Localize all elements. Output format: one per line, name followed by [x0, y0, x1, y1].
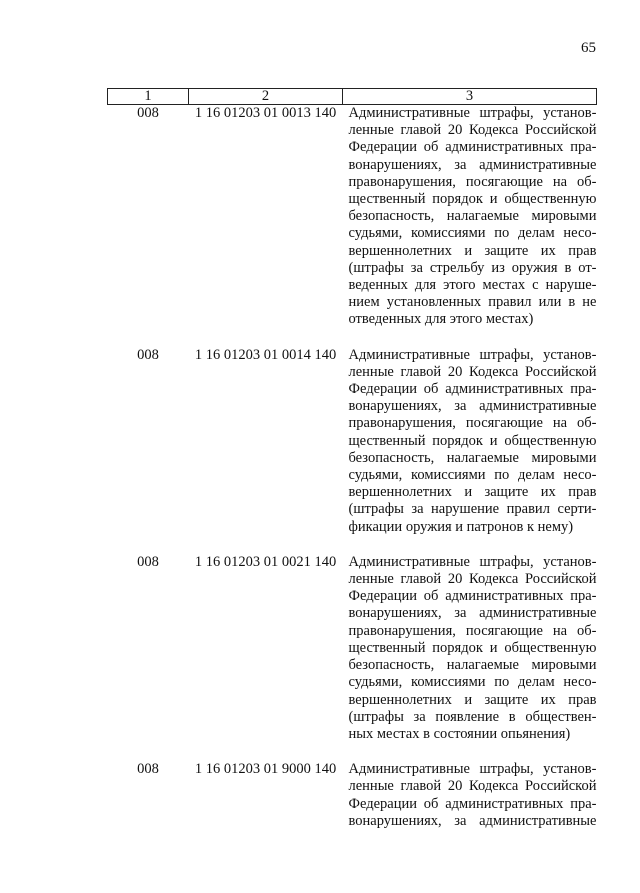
description-line: Федерации об административных пра-: [348, 795, 597, 812]
description-line: Административные штрафы, установ-: [348, 346, 597, 363]
kbk-code-cell: 1 16 01203 01 0021 140: [194, 553, 337, 570]
description-line: вершеннолетних и защите их прав: [348, 242, 597, 259]
table-row: [108, 105, 597, 347]
description-line: вершеннолетних и защите их прав: [348, 484, 597, 501]
table-header-row: [108, 89, 597, 105]
description-line: щественный порядок и общественную: [348, 639, 597, 656]
description-cell: [343, 347, 597, 554]
kbk-table: [107, 88, 597, 848]
description-line: вонарушениях, за административные: [348, 398, 597, 415]
kbk-code-cell: 1 16 01203 01 0013 140: [194, 105, 337, 121]
admin-code-cell: 008: [137, 553, 159, 570]
description-line: ленные главой 20 Кодекса Российской: [348, 122, 597, 139]
description-line: щественный порядок и общественную: [348, 191, 597, 208]
column-header-1: 1: [108, 89, 189, 105]
description-line: судьями, комиссиями по делам несо-: [348, 467, 597, 484]
description-line: судьями, комиссиями по делам несо-: [348, 225, 597, 242]
description-line: вершеннолетних и защите их прав: [348, 691, 597, 708]
description-line: безопасность, налагаемые мировыми: [348, 449, 597, 466]
description-line: правонарушения, посягающие на об-: [348, 415, 597, 432]
kbk-code-cell: 1 16 01203 01 0014 140: [194, 346, 337, 363]
description-line: вонарушениях, за административные: [348, 605, 597, 622]
description-line: вонарушениях, за административные: [348, 156, 597, 173]
description-line: ленные главой 20 Кодекса Российской: [348, 571, 597, 588]
description-line: судьями, комиссиями по делам несо-: [348, 674, 597, 691]
description-line: Административные штрафы, установ-: [348, 761, 597, 778]
description-cell: [343, 105, 597, 347]
column-header-3: 3: [343, 89, 597, 105]
page-number: 65: [581, 40, 596, 56]
description-line: Федерации об административных пра-: [348, 588, 597, 605]
description-line: щественный порядок и общественную: [348, 432, 597, 449]
table-row: [108, 347, 597, 554]
table-row: [108, 761, 597, 848]
description-line: (штрафы за появление в обществен-: [348, 708, 597, 725]
description-line: веденных для этого местах с наруше-: [348, 277, 597, 294]
description-line: отведенных для этого местах): [348, 311, 534, 328]
description-cell: [343, 761, 597, 848]
description-line: (штрафы за нарушение правил серти-: [348, 501, 597, 518]
column-header-2: 2: [189, 89, 343, 105]
description-line: ных местах в состоянии опьянения): [348, 725, 571, 742]
admin-code-cell: 008: [137, 761, 159, 778]
description-line: (штрафы за стрельбу из оружия в от-: [348, 259, 597, 276]
table-row: [108, 554, 597, 761]
description-line: фикации оружия и патронов к нему): [348, 518, 574, 535]
description-line: правонарушения, посягающие на об-: [348, 173, 597, 190]
description-line: ленные главой 20 Кодекса Российской: [348, 363, 597, 380]
description-line: нием установленных правил или в не: [348, 294, 597, 311]
table-body: [108, 105, 597, 848]
description-cell: [343, 554, 597, 761]
description-line: безопасность, налагаемые мировыми: [348, 657, 597, 674]
description-line: Федерации об административных пра-: [348, 381, 597, 398]
description-line: правонарушения, посягающие на об-: [348, 622, 597, 639]
description-line: ленные главой 20 Кодекса Российской: [348, 778, 597, 795]
description-line: Административные штрафы, установ-: [348, 553, 597, 570]
admin-code-cell: 008: [137, 105, 159, 121]
description-line: Административные штрафы, установ-: [348, 105, 597, 121]
admin-code-cell: 008: [137, 346, 159, 363]
description-line: безопасность, налагаемые мировыми: [348, 208, 597, 225]
description-line: Федерации об административных пра-: [348, 139, 597, 156]
description-line: вонарушениях, за административные: [348, 812, 597, 829]
kbk-code-cell: 1 16 01203 01 9000 140: [194, 761, 337, 778]
